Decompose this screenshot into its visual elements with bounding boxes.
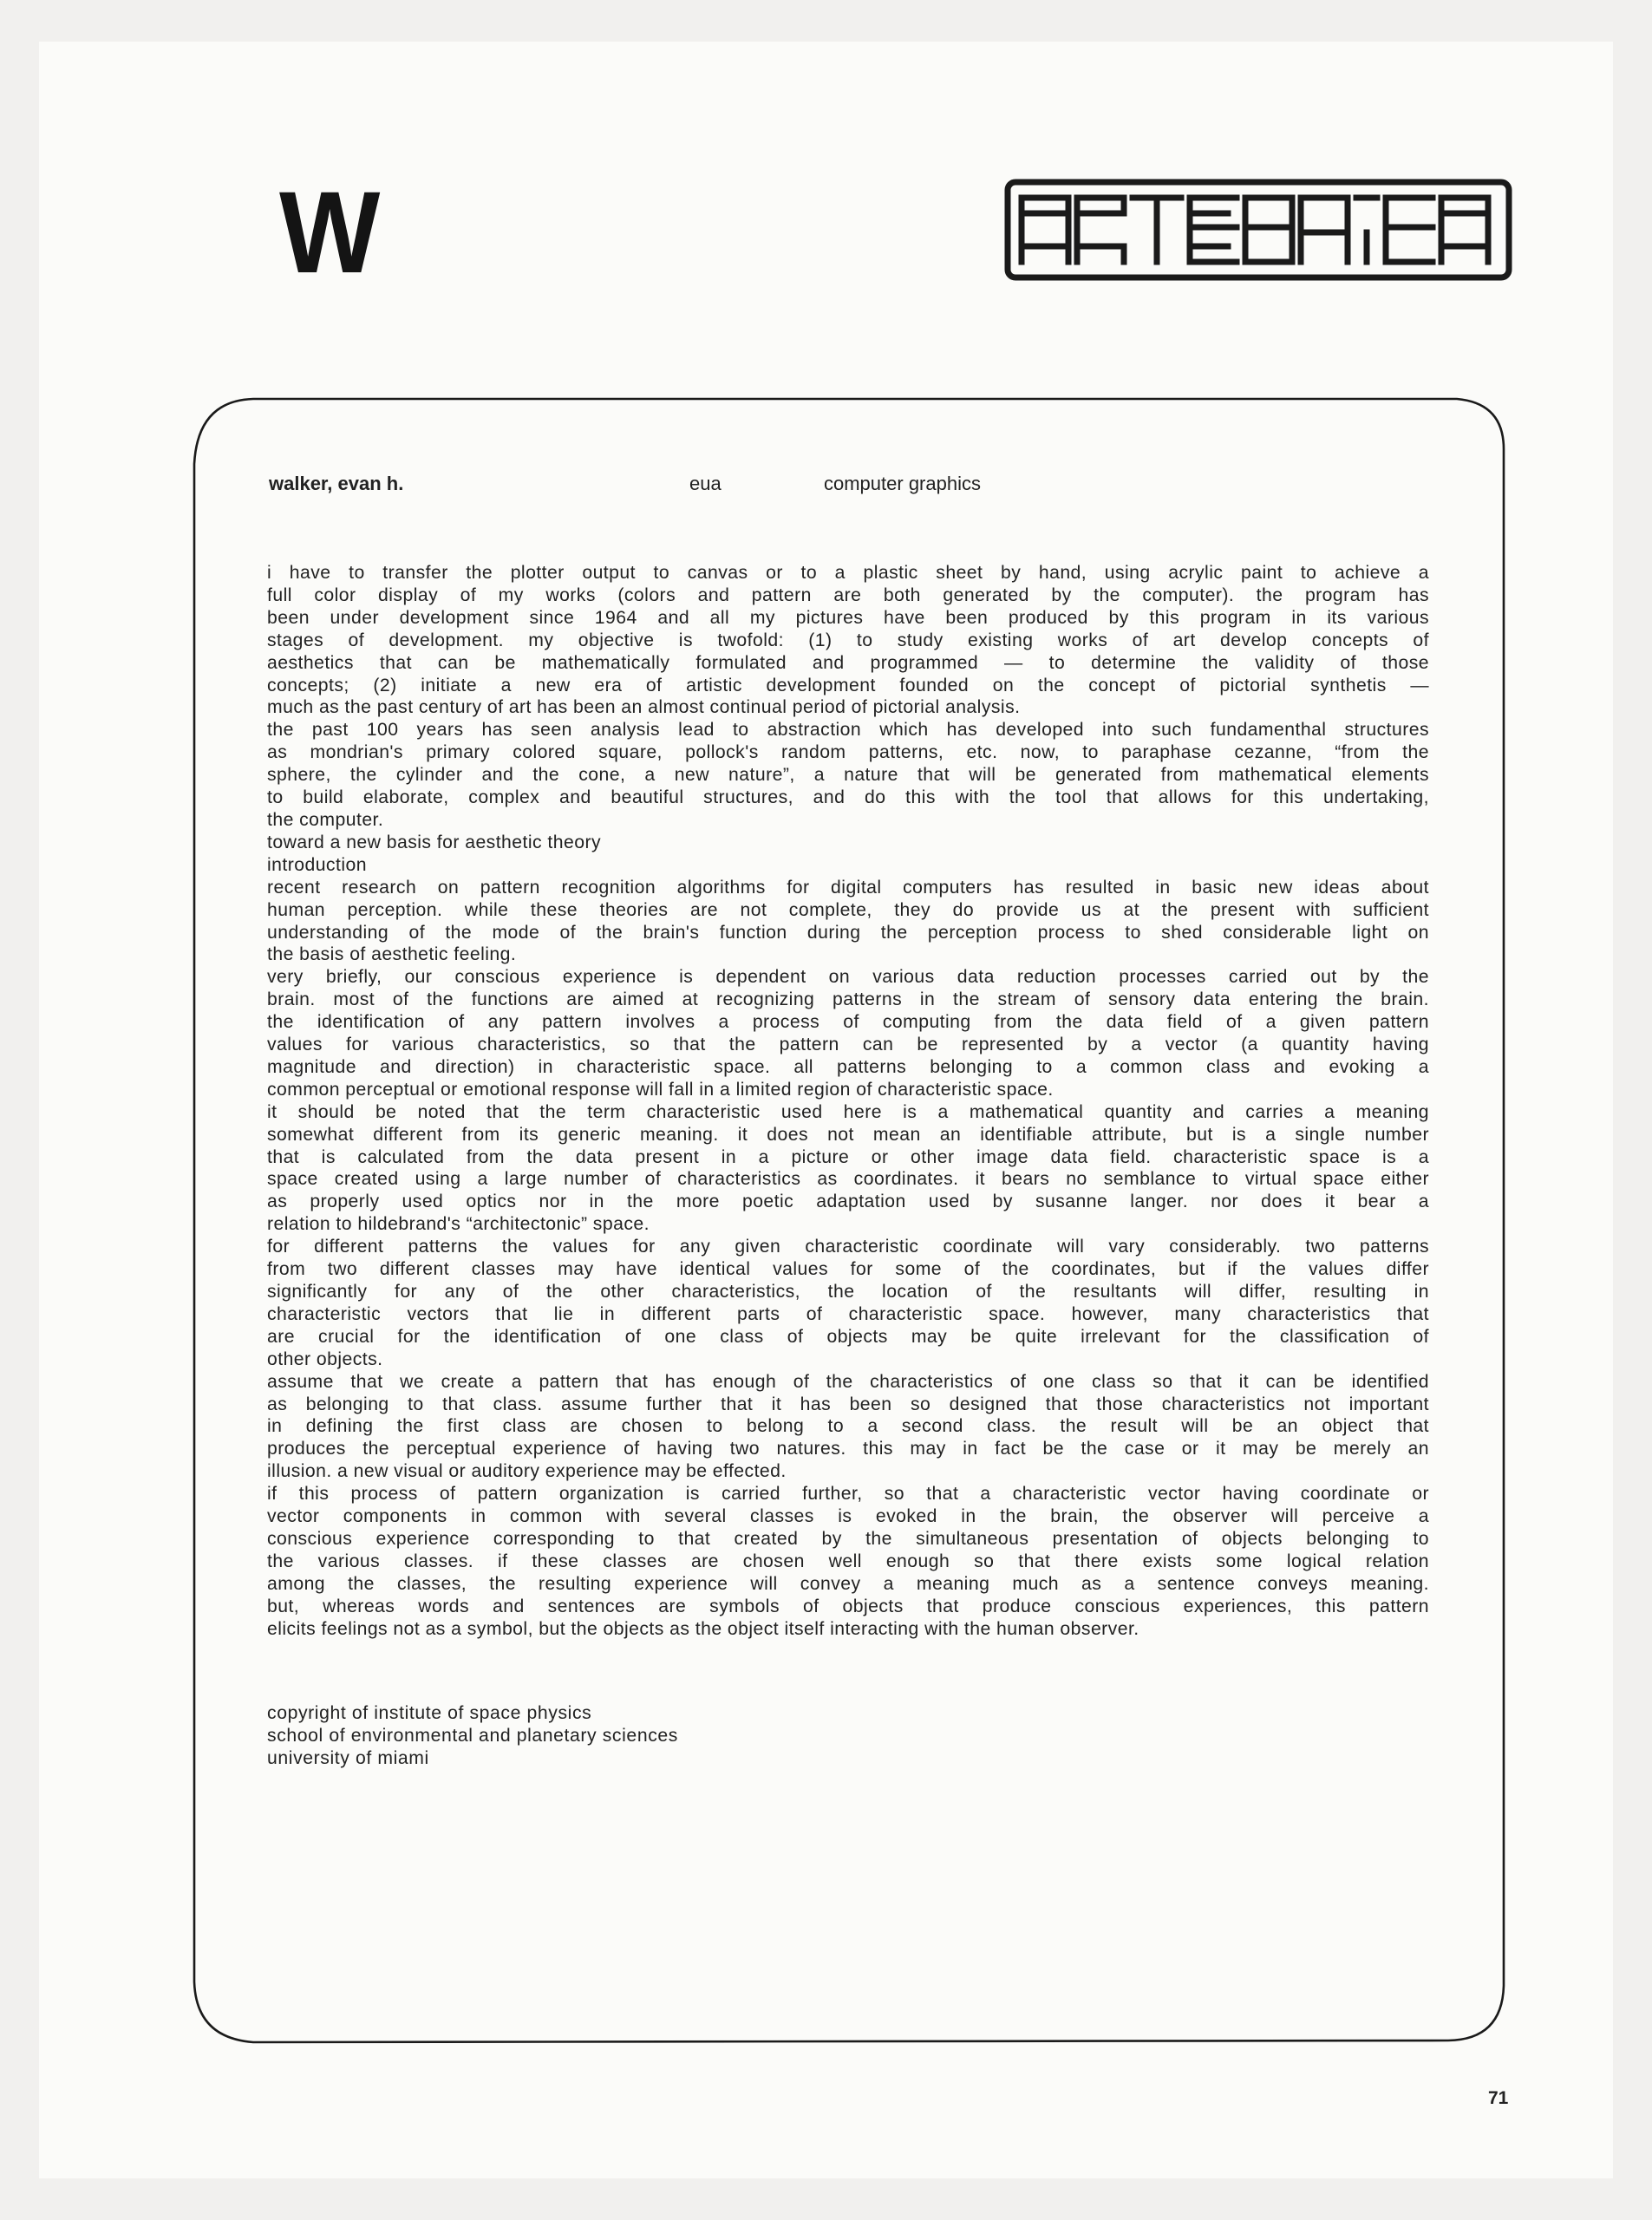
text-line: aesthetics that can be mathematically formulated and programmed — to determine the validity of those xyxy=(267,652,1429,673)
text-line: i have to transfer the plotter output to canvas or to a plastic sheet by hand, using acrylic paint to achieve a xyxy=(267,563,1429,583)
text-line: the past 100 years has seen analysis lead to abstraction which has developed into such fundamenthal structures xyxy=(267,720,1429,741)
text-line: it should be noted that the term characteristic used here is a mathematical quantity and carries a meaning xyxy=(267,1101,1429,1122)
credit-line: copyright of institute of space physics xyxy=(267,1703,592,1723)
text-line: as properly used optics nor in the more poetic adaptation used by susanne langer. nor does it bear a xyxy=(267,1192,1429,1212)
statement-text xyxy=(267,562,1429,1641)
text-line: illusion. a new visual or auditory experience may be effected. xyxy=(267,1461,787,1482)
page-number: 71 xyxy=(1488,2088,1509,2108)
text-line: concepts; (2) initiate a new era of artistic development founded on the concept of pictorial synthetis — xyxy=(267,675,1429,695)
text-line: to build elaborate, complex and beautiful structures, and do this with the tool that allows for this undertaking, xyxy=(267,787,1429,808)
text-line: for different patterns the values for any given characteristic coordinate will vary considerably. two patterns xyxy=(267,1237,1429,1257)
text-line: the computer. xyxy=(267,809,384,830)
text-line: relation to hildebrand's “architectonic” space. xyxy=(267,1214,650,1235)
text-line: very briefly, our conscious experience is dependent on various data reduction processes carried out by the xyxy=(267,967,1429,988)
text-line: among the classes, the resulting experience will convey a meaning much as a sentence conveys meaning. xyxy=(267,1573,1429,1594)
text-line: common perceptual or emotional response will fall in a limited region of characteristic space. xyxy=(267,1079,1054,1100)
text-line: if this process of pattern organization is carried further, so that a characteristic vector having coordinate or xyxy=(267,1484,1429,1505)
text-line: vector components in common with several classes is evoked in the brain, the observer will perceive a xyxy=(267,1506,1429,1527)
text-line: are crucial for the identification of one class of objects may be quite irrelevant for the classification of xyxy=(267,1326,1429,1347)
text-line: recent research on pattern recognition algorithms for digital computers has resulted in basic new ideas about xyxy=(267,877,1429,898)
text-line: other objects. xyxy=(267,1348,383,1369)
text-line: significantly for any of the other characteristics, the location of the resultants will differ, resulting in xyxy=(267,1282,1429,1302)
text-line: magnitude and direction) in characteristic space. all patterns belonging to a common class and evoking a xyxy=(267,1056,1429,1077)
text-line: been under development since 1964 and all my pictures have been produced by this program in its various xyxy=(267,607,1429,628)
text-line: space created using a large number of characteristics as coordinates. it bears no semblance to virtual space either xyxy=(267,1169,1429,1190)
artist-country: eua xyxy=(689,473,722,494)
text-line: assume that we create a pattern that has enough of the characteristics of one class so that it can be identified xyxy=(267,1371,1429,1392)
text-line: introduction xyxy=(267,854,367,875)
text-line: the various classes. if these classes are chosen well enough so that there exists some logical relation xyxy=(267,1551,1429,1571)
text-line: produces the perceptual experience of having two natures. this may in fact be the case or it may be merely an xyxy=(267,1439,1429,1459)
text-line: that is calculated from the data present in a picture or other image data field. characteristic space is a xyxy=(267,1146,1429,1167)
text-line: full color display of my works (colors and pattern are both generated by the computer). the program has xyxy=(267,584,1429,605)
text-line: the basis of aesthetic feeling. xyxy=(267,944,517,965)
artist-name: walker, evan h. xyxy=(269,473,404,494)
text-line: human perception. while these theories are not complete, they do provide us at the present with sufficient xyxy=(267,899,1429,920)
text-line: values for various characteristics, so that the pattern can be represented by a vector (a quantity having xyxy=(267,1035,1429,1055)
text-line: stages of development. my objective is twofold: (1) to study existing works of art develop concepts of xyxy=(267,630,1429,650)
text-line: characteristic vectors that lie in different parts of characteristic space. however, many characteristics that xyxy=(267,1303,1429,1324)
text-line: conscious experience corresponding to that created by the simultaneous presentation of objects belonging to xyxy=(267,1528,1429,1549)
text-line: elicits feelings not as a symbol, but the objects as the object itself interacting with the human observer. xyxy=(267,1618,1139,1639)
text-line: sphere, the cylinder and the cone, a new nature”, a nature that will be generated from mathematical elements xyxy=(267,765,1429,786)
text-line: as belonging to that class. assume further that it has been so designed that those characteristics not important xyxy=(267,1394,1429,1414)
arteonica-logo xyxy=(1004,179,1512,281)
credit-line: university of miami xyxy=(267,1747,429,1768)
text-line: in defining the first class are chosen to belong to a second class. the result will be an object that xyxy=(267,1416,1429,1437)
section-letter: W xyxy=(279,168,377,297)
text-line: toward a new basis for aesthetic theory xyxy=(267,832,601,852)
text-line: brain. most of the functions are aimed at recognizing patterns in the stream of sensory data entering the brain. xyxy=(267,989,1429,1010)
artist-field: computer graphics xyxy=(824,473,981,494)
text-line: much as the past century of art has been an almost continual period of pictorial analysis. xyxy=(267,697,1021,718)
text-line: but, whereas words and sentences are symbols of objects that produce conscious experiences, this pattern xyxy=(267,1596,1429,1616)
copyright-credits xyxy=(267,1702,678,1770)
credit-line: school of environmental and planetary sciences xyxy=(267,1725,678,1746)
text-line: somewhat different from its generic meaning. it does not mean an identifiable attribute, but is a single number xyxy=(267,1124,1429,1145)
text-line: from two different classes may have identical values for some of the coordinates, but if the values differ xyxy=(267,1259,1429,1280)
text-line: the identification of any pattern involves a process of computing from the data field of a given pattern xyxy=(267,1012,1429,1033)
text-line: as mondrian's primary colored square, pollock's random patterns, etc. now, to paraphase cezanne, “from the xyxy=(267,742,1429,763)
text-line: understanding of the mode of the brain's function during the perception process to shed considerable light on xyxy=(267,922,1429,943)
